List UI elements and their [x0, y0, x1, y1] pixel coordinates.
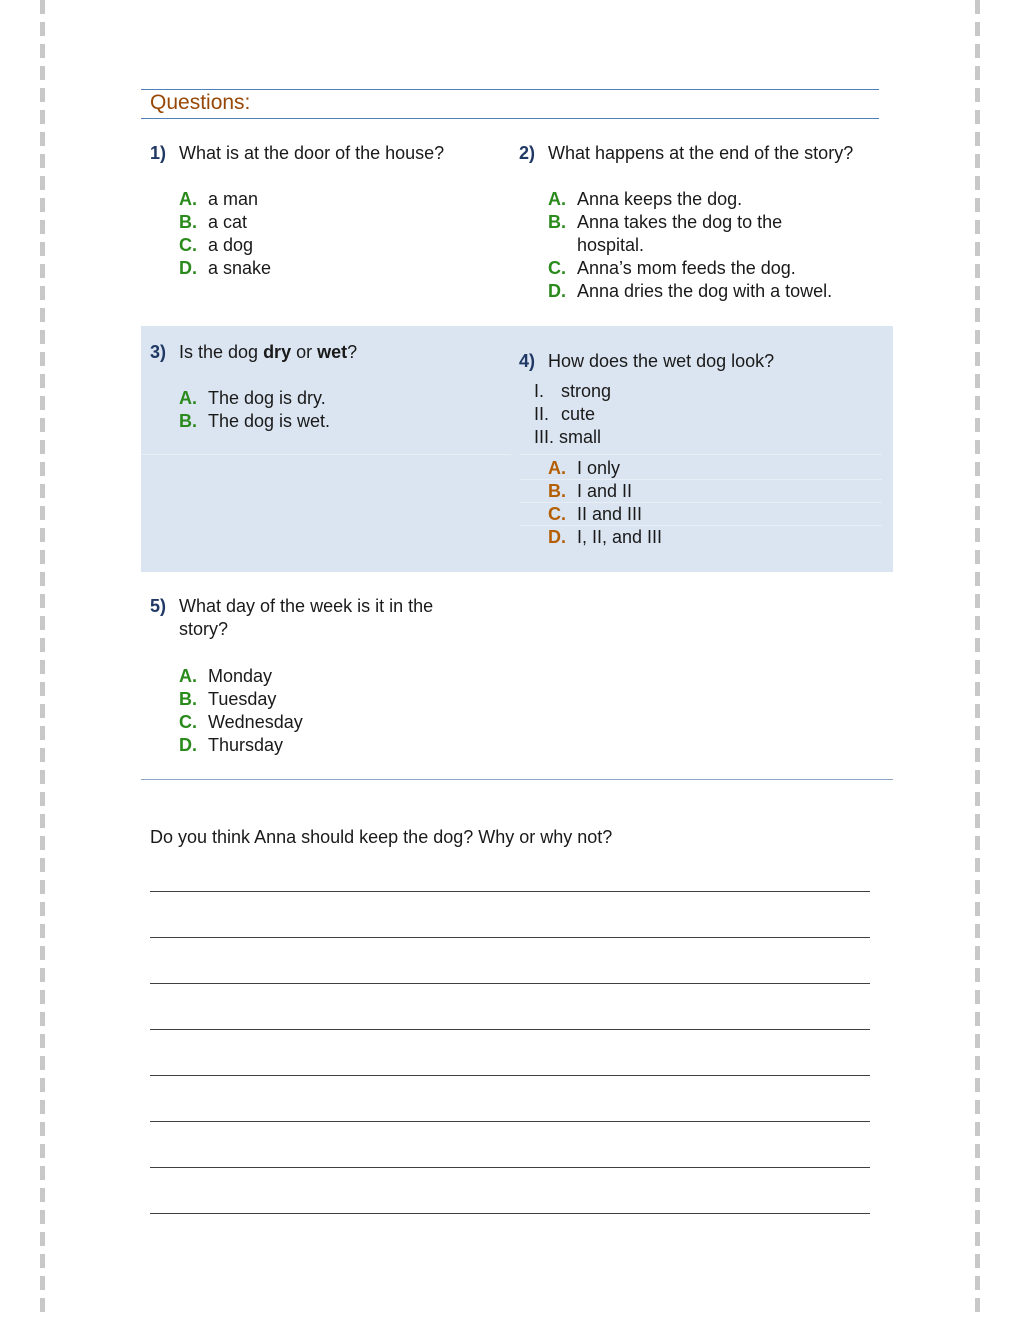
option-text: a man: [208, 189, 259, 209]
option-letter: C.: [179, 712, 197, 732]
option-text: Anna takes the dog to the hospital.: [577, 212, 783, 255]
answer-option: [179, 665, 470, 688]
questions-heading: Questions:: [150, 91, 251, 114]
statement-text: strong: [561, 381, 612, 401]
option-text: The dog is wet.: [208, 411, 331, 431]
option-text: Anna dries the dog with a towel.: [577, 281, 833, 301]
answer-option: [548, 211, 848, 257]
keyword-wet: wet: [317, 342, 348, 362]
answer-option: [179, 734, 470, 757]
answer-option: [548, 280, 848, 303]
answer-option: [179, 711, 470, 734]
option-letter: A.: [179, 666, 197, 686]
option-letter: B.: [548, 212, 566, 232]
option-text: Tuesday: [208, 689, 277, 709]
option-letter: C.: [179, 235, 197, 255]
option-letter: D.: [179, 735, 197, 755]
answer-writing-line[interactable]: [150, 1029, 870, 1030]
question-3: [150, 341, 505, 433]
question-text: What happens at the end of the story?: [548, 143, 854, 163]
question-4: [519, 350, 881, 549]
option-text: Anna’s mom feeds the dog.: [577, 258, 796, 278]
questions-bottom-rule: [141, 779, 893, 780]
answer-writing-line[interactable]: [150, 983, 870, 984]
statement-number: I.: [534, 381, 545, 401]
option-text: a dog: [208, 235, 254, 255]
answer-option: [179, 688, 470, 711]
option-letter: A.: [548, 189, 566, 209]
header-top-rule: [141, 89, 879, 90]
statement-item: [534, 380, 881, 403]
answer-options: [548, 188, 848, 303]
answer-options: [179, 188, 505, 280]
question-5: [150, 595, 470, 757]
option-letter: D.: [179, 258, 197, 278]
question-number: 3): [150, 342, 167, 362]
answer-option: [179, 257, 505, 280]
question-text: How does the wet dog look?: [548, 351, 775, 371]
option-letter: C.: [548, 504, 566, 524]
answer-option: [179, 234, 505, 257]
option-text: Thursday: [208, 735, 284, 755]
question-number: 4): [519, 351, 536, 371]
question-text: What day of the week is it in the story?: [179, 596, 434, 639]
option-letter: C.: [548, 258, 566, 278]
option-letter: D.: [548, 527, 566, 547]
answer-writing-line[interactable]: [150, 937, 870, 938]
answer-option: [548, 257, 848, 280]
option-letter: A.: [179, 189, 197, 209]
answer-option: [179, 410, 505, 433]
answer-writing-line[interactable]: [150, 1213, 870, 1214]
option-letter: B.: [179, 212, 197, 232]
open-question-prompt: Do you think Anna should keep the dog? Why or why not?: [150, 827, 613, 847]
option-text: a snake: [208, 258, 272, 278]
option-letter: B.: [548, 481, 566, 501]
statement-list: [534, 380, 881, 449]
option-text: I, II, and III: [577, 527, 663, 547]
question-number: 2): [519, 143, 536, 163]
option-text: I only: [577, 458, 621, 478]
option-letter: A.: [548, 458, 566, 478]
answer-options: [179, 665, 470, 757]
statement-item: [534, 403, 881, 426]
answer-option: [179, 387, 505, 410]
question-1: [150, 142, 505, 280]
option-letter: D.: [548, 281, 566, 301]
header-bottom-rule: [141, 118, 879, 119]
right-dashed-border: [975, 0, 980, 1320]
option-text: I and II: [577, 481, 633, 501]
answer-option: [548, 188, 848, 211]
statement-number: III.: [534, 427, 555, 447]
statement-item: [534, 426, 881, 449]
statement-number: II.: [534, 404, 550, 424]
answer-option: [179, 188, 505, 211]
option-text: Anna keeps the dog.: [577, 189, 743, 209]
question-text: Is the dog dry or wet?: [179, 342, 358, 362]
answer-writing-line[interactable]: [150, 891, 870, 892]
answer-options: [548, 457, 881, 549]
answer-option: [179, 211, 505, 234]
statement-text: cute: [561, 404, 596, 424]
answer-writing-line[interactable]: [150, 1167, 870, 1168]
option-letter: B.: [179, 689, 197, 709]
question-number: 1): [150, 143, 167, 163]
answer-writing-line[interactable]: [150, 1121, 870, 1122]
option-text: a cat: [208, 212, 248, 232]
statement-text: small: [559, 427, 602, 447]
answer-options: [179, 387, 505, 433]
question-number: 5): [150, 596, 167, 616]
keyword-dry: dry: [263, 342, 292, 362]
row-divider: [141, 454, 511, 455]
option-text: II and III: [577, 504, 643, 524]
answer-writing-line[interactable]: [150, 1075, 870, 1076]
option-text: Monday: [208, 666, 273, 686]
option-letter: B.: [179, 411, 197, 431]
answer-option: [548, 480, 881, 503]
question-text: What is at the door of the house?: [179, 143, 445, 163]
question-2: [519, 142, 889, 303]
left-dashed-border: [40, 0, 45, 1320]
answer-option: [548, 503, 881, 526]
option-text: The dog is dry.: [208, 388, 326, 408]
answer-option: [548, 457, 881, 480]
option-text: Wednesday: [208, 712, 303, 732]
answer-option: [548, 526, 881, 549]
option-letter: A.: [179, 388, 197, 408]
